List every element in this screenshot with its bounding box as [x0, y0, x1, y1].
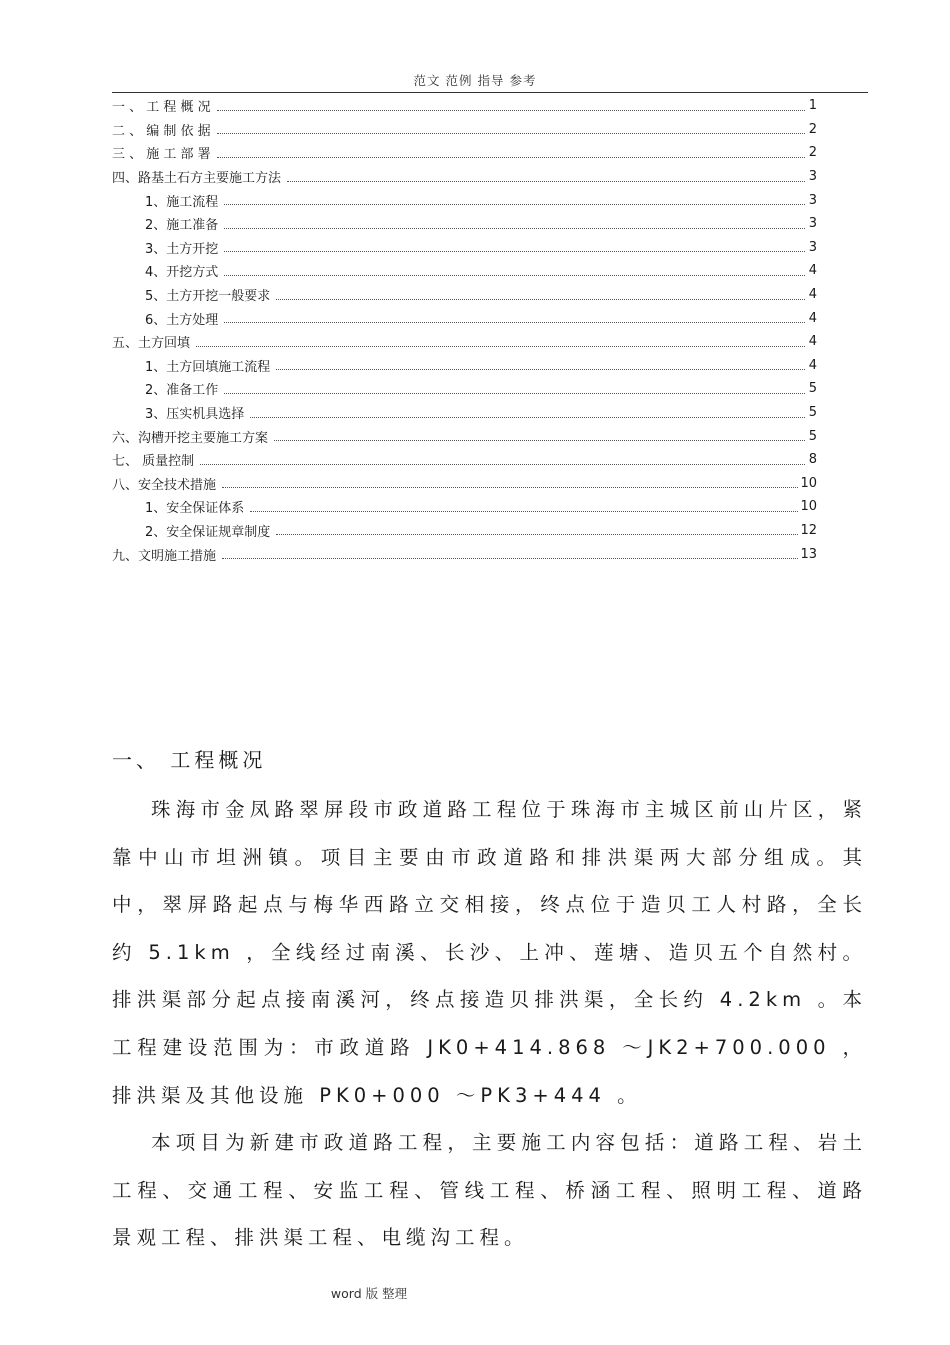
toc-leader-dots [276, 534, 798, 535]
toc-leader-dots [217, 110, 805, 111]
toc-entry-label: 1、土方回填施工流程 [145, 359, 271, 375]
toc-entry[interactable] [112, 401, 817, 425]
toc-leader-dots [217, 133, 805, 134]
toc-entry[interactable] [112, 472, 817, 496]
toc-entry-page: 13 [800, 546, 817, 562]
toc-leader-dots [224, 322, 805, 323]
page-footer: word 版 整理 [330, 1286, 408, 1301]
toc-leader-dots [224, 204, 805, 205]
toc-entry-page: 4 [808, 310, 817, 326]
toc-leader-dots [222, 558, 798, 559]
toc-entry-label: 2、安全保证规章制度 [145, 524, 271, 540]
toc-entry-label: 一 、 工 程 概 况 [112, 100, 211, 116]
body-paragraph-2: 本项目为新建市政道路工程，主要施工内容包括：道路工程、岩土工程、交通工程、安监工程、管线工程、桥涵工程、照明工程、道路景观工程、排洪渠工程、电缆沟工程。 [112, 1131, 867, 1250]
toc-entry-page: 2 [808, 121, 817, 137]
toc-entry-page: 4 [808, 334, 817, 350]
toc-entry[interactable] [112, 330, 817, 354]
toc-entry-label: 6、土方处理 [145, 312, 219, 328]
toc-leader-dots [200, 464, 805, 465]
header-divider [112, 92, 868, 93]
toc-entry[interactable] [112, 306, 817, 330]
toc-leader-dots [224, 275, 805, 276]
toc-entry[interactable] [112, 495, 817, 519]
toc-entry[interactable] [112, 424, 817, 448]
toc-entry-label: 三 、 施 工 部 署 [112, 147, 211, 163]
toc-leader-dots [196, 346, 805, 347]
toc-entry-page: 4 [808, 263, 817, 279]
table-of-contents [112, 94, 817, 566]
toc-entry-label: 1、施工流程 [145, 194, 219, 210]
toc-leader-dots [274, 440, 805, 441]
toc-leader-dots [250, 417, 805, 418]
toc-entry-label: 1、安全保证体系 [145, 501, 245, 517]
toc-entry-page: 3 [808, 192, 817, 208]
section-body [112, 786, 867, 1262]
toc-entry[interactable] [112, 188, 817, 212]
toc-entry[interactable] [112, 141, 817, 165]
toc-leader-dots [276, 369, 805, 370]
section-heading: 一、 工程概况 [112, 748, 267, 772]
toc-entry-label: 八、安全技术措施 [112, 477, 217, 493]
toc-entry[interactable] [112, 448, 817, 472]
toc-entry-label: 5、土方开挖一般要求 [145, 289, 271, 305]
toc-entry-page: 2 [808, 145, 817, 161]
toc-entry[interactable] [112, 165, 817, 189]
toc-entry-label: 2、准备工作 [145, 383, 219, 399]
toc-entry-page: 10 [800, 499, 817, 515]
toc-entry-label: 3、土方开挖 [145, 241, 219, 257]
page-header: 范文 范例 指导 参考 [413, 73, 537, 88]
toc-entry-label: 九、文明施工措施 [112, 548, 217, 564]
toc-entry-page: 3 [808, 169, 817, 185]
toc-entry[interactable] [112, 212, 817, 236]
toc-entry-page: 5 [808, 405, 817, 421]
toc-entry-page: 12 [800, 522, 817, 538]
toc-entry[interactable] [112, 118, 817, 142]
toc-entry[interactable] [112, 283, 817, 307]
toc-entry-page: 3 [808, 216, 817, 232]
toc-entry-label: 4、开挖方式 [145, 265, 219, 281]
toc-entry-label: 二 、 编 制 依 据 [112, 123, 211, 139]
toc-entry[interactable] [112, 259, 817, 283]
toc-entry-page: 5 [808, 381, 817, 397]
toc-leader-dots [250, 511, 798, 512]
toc-entry-label: 五、土方回填 [112, 336, 191, 352]
toc-entry-label: 3、压实机具选择 [145, 407, 245, 423]
toc-entry[interactable] [112, 354, 817, 378]
toc-entry-page: 4 [808, 357, 817, 373]
toc-leader-dots [224, 228, 805, 229]
toc-entry-page: 3 [808, 239, 817, 255]
toc-entry-label: 七、 质量控制 [112, 454, 195, 470]
toc-entry-page: 8 [808, 452, 817, 468]
body-paragraph-1: 珠海市金凤路翠屏段市政道路工程位于珠海市主城区前山片区，紧靠中山市坦洲镇。项目主要由市政道路和排洪渠两大部分组成。其中，翠屏路起点与梅华西路立交相接，终点位于造贝工人村路，全长约 5.1km ，全线经过南溪、长沙、上冲、莲塘、造贝五个自然村。排洪渠部分起点接南溪河，终点接造贝排洪渠，全长约 4.2km 。本工程建设范围为：市政道路 JK0+414.868 ～JK2+700.000 ，排洪渠及其他设施 PK0+000 ～PK3+444 。 [112, 798, 867, 1107]
toc-entry[interactable] [112, 519, 817, 543]
toc-entry-page: 10 [800, 475, 817, 491]
toc-entry[interactable] [112, 94, 817, 118]
toc-entry[interactable] [112, 542, 817, 566]
toc-entry-label: 2、施工准备 [145, 218, 219, 234]
toc-leader-dots [217, 157, 805, 158]
toc-entry-page: 5 [808, 428, 817, 444]
toc-leader-dots [224, 251, 805, 252]
toc-entry-label: 四、路基土石方主要施工方法 [112, 171, 282, 187]
toc-entry-label: 六、沟槽开挖主要施工方案 [112, 430, 269, 446]
toc-leader-dots [287, 181, 805, 182]
toc-leader-dots [222, 487, 798, 488]
toc-entry[interactable] [112, 377, 817, 401]
toc-entry-page: 4 [808, 287, 817, 303]
toc-entry[interactable] [112, 236, 817, 260]
toc-leader-dots [224, 393, 805, 394]
toc-leader-dots [276, 299, 805, 300]
toc-entry-page: 1 [808, 98, 817, 114]
